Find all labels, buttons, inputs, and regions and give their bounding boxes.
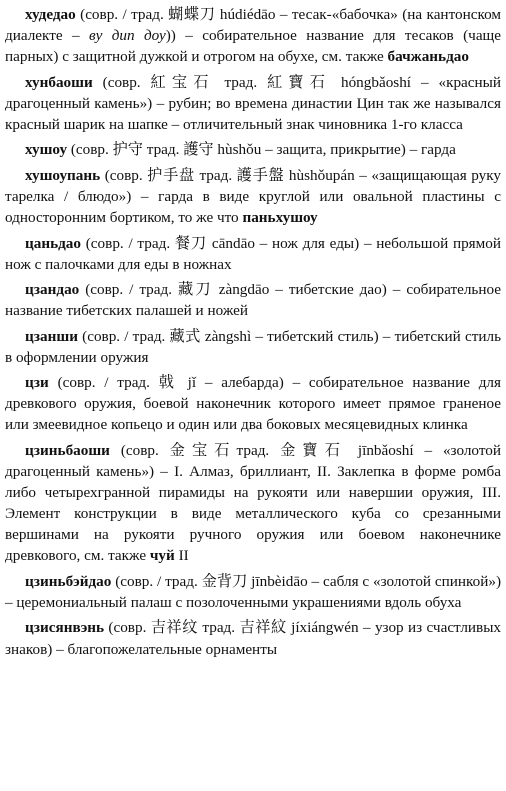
entry-cross-reference: бачжаньдао bbox=[387, 48, 469, 66]
dictionary-entry bbox=[5, 72, 501, 135]
dictionary-entry bbox=[5, 4, 501, 67]
dictionary-entry bbox=[5, 372, 501, 435]
entry-definition-text: (совр. / трад. 藏式 zàngshì – тибетский стиль) – тибетский стиль в оформлении оружия bbox=[5, 327, 501, 366]
entry-cross-reference: паньхушоу bbox=[242, 209, 318, 227]
entry-headword: цаньдао bbox=[25, 234, 81, 252]
entry-definition-text: (совр. 护守 трад. 護守 hùshǒu – защита, прикрытие) – гарда bbox=[67, 141, 456, 159]
entry-headword: цзанши bbox=[25, 327, 78, 345]
entry-headword: цзисянвэнь bbox=[25, 619, 105, 637]
entry-definition-text: (совр. 金宝石трад. 金寶石 jīnbǎoshí – «золотой драгоценный камень») – I. Алмаз, бриллиант, II. Заклепка в форме ромба либо четырехгранной пирамиды на рукояти или навершии оружия, III. Элемент конструкции в виде металлического куба со срезанными вершинами на рукояти ручного оружия или боевом наконечнике древкового, см. также bbox=[5, 441, 501, 565]
entry-cross-reference: чуй bbox=[149, 547, 175, 565]
entry-definition-text: (совр. / трад. 戟 jǐ – алебарда) – собирательное название для древкового оружия, боевой наконечник которого имеет прямое граненое или змеевидное копьецо и один или два боковых месяцевидных клинка bbox=[5, 374, 501, 434]
entry-headword: худедао bbox=[25, 6, 76, 23]
entry-definition-text: (совр. / трад. 藏刀 zàngdāo – тибетские дао) – собирательное название тибетских палашей и ножей bbox=[5, 281, 501, 320]
entry-definition-text: II bbox=[174, 547, 189, 565]
entry-headword: хунбаоши bbox=[25, 73, 93, 91]
entry-headword: хушоупань bbox=[25, 166, 101, 184]
entry-headword: цзиньбаоши bbox=[25, 441, 110, 459]
entry-definition-text: (совр. / трад. 餐刀 cāndāo – нож для еды) – небольшой прямой нож с палочками для еды в ножнах bbox=[5, 234, 501, 273]
entry-headword: хушоу bbox=[25, 141, 68, 159]
dictionary-entry bbox=[5, 326, 501, 368]
dictionary-entry bbox=[5, 139, 501, 160]
entry-italic-term: ву дип доу bbox=[89, 27, 166, 45]
entry-definition-text: (совр. 紅宝石 трад. 紅寶石 hóngbǎoshí – «красный драгоценный камень») – рубин; во времена династии Цин так же назывался красный шарик на шапке – отличительный знак чиновника 1-го класса bbox=[5, 73, 501, 133]
dictionary-entry bbox=[5, 440, 501, 567]
dictionary-entry bbox=[5, 233, 501, 275]
dictionary-entry bbox=[5, 165, 501, 228]
entry-headword: цзи bbox=[25, 374, 49, 392]
dictionary-entry bbox=[5, 279, 501, 321]
entry-definition-text: (совр. / трад. 金背刀 jīnbèidāo – сабля с «золотой спинкой») – церемониальный палаш с позолоченными украшениями вдоль обуха bbox=[5, 572, 501, 611]
entry-definition-text: (совр. 吉祥纹 трад. 吉祥紋 jíxiángwén – узор из счастливых знаков) – благопожелательные орнаменты bbox=[5, 619, 501, 658]
entry-definition-text: )) – собирательное название для тесаков (чаще парных) с защитной дужкой и отрогом на обухе, см. также bbox=[5, 27, 501, 66]
entry-definition-text: (совр. 护手盘 трад. 護手盤 hùshǒupán – «защищающая руку тарелка / блюдо») – гарда в виде круглой или овальной пластины с односторонним бортиком, то же что bbox=[5, 166, 501, 227]
dictionary-entry bbox=[5, 571, 501, 613]
dictionary-entry bbox=[5, 617, 501, 659]
entry-headword: цзандао bbox=[25, 281, 80, 299]
entry-headword: цзиньбэйдао bbox=[25, 572, 112, 590]
entry-definition-text: (совр. / трад. 蝴蝶刀 húdiédāo – тесак-«бабочка» (на кантонском диалекте – bbox=[5, 6, 501, 45]
